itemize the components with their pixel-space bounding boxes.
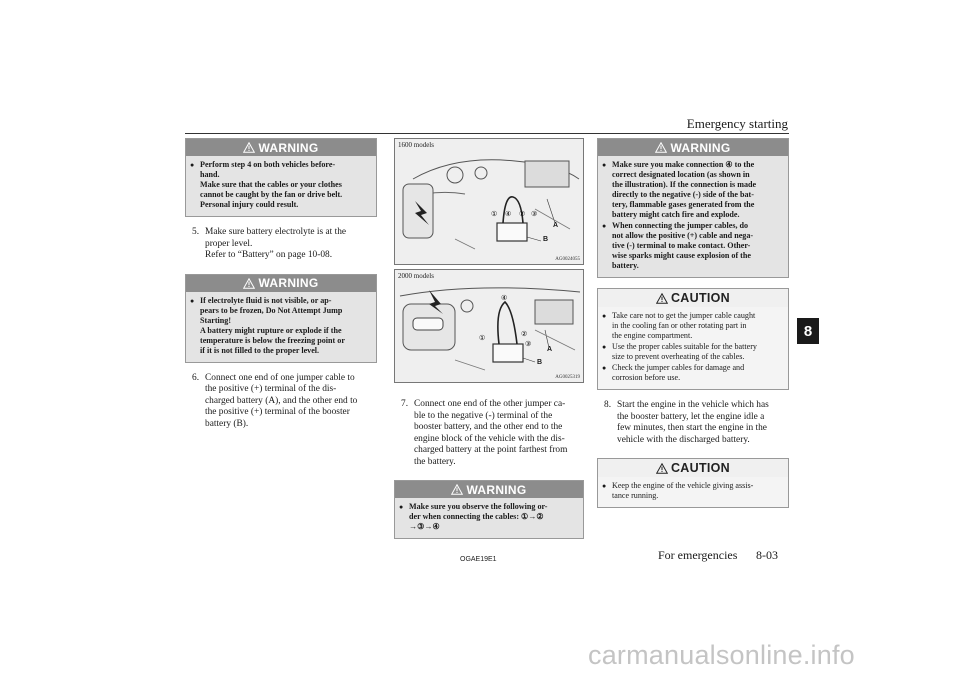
warning-body	[598, 156, 788, 277]
bullet-dot-icon: ●	[399, 503, 404, 511]
step-text: Connect one end of one jumper cable to the positive (+) terminal of the dis- charged battery (A), and the other end to the positive (+) terminal of the booster battery (B).	[205, 372, 358, 429]
engine-bay-illustration	[395, 139, 584, 265]
caution-text: Keep the engine of the vehicle giving assis- tance running.	[612, 481, 754, 500]
column-1	[185, 138, 377, 442]
warning-triangle-icon	[243, 142, 255, 153]
caution-bullet	[602, 342, 782, 362]
svg-text:①: ①	[479, 334, 486, 342]
caution-bullet	[602, 363, 782, 383]
step-8	[604, 400, 789, 446]
warning-header	[395, 481, 583, 498]
svg-text:③: ③	[525, 340, 532, 348]
bullet-dot-icon: ●	[602, 312, 607, 320]
caution-body	[598, 477, 788, 507]
engine-bay-illustration	[395, 270, 584, 383]
warning-triangle-icon	[243, 278, 255, 289]
warning-box	[394, 480, 584, 539]
caution-triangle-icon	[656, 293, 668, 304]
caution-header	[598, 459, 788, 477]
figure-label: 2000 models	[398, 272, 434, 280]
callout-b: B	[543, 236, 549, 243]
callout-b: B	[537, 359, 543, 366]
step-text: Make sure battery electrolyte is at the proper level. Refer to “Battery” on page 10-08.	[205, 227, 347, 260]
caution-bullet	[602, 311, 782, 341]
warning-text: Perform step 4 on both vehicles before- hand. Make sure that the cables or your clothes cannot be caught by the fan or drive belt. Personal injury could result.	[200, 160, 343, 209]
battery-icon	[497, 223, 527, 241]
svg-text:④: ④	[505, 210, 512, 218]
caution-bullet	[602, 481, 782, 501]
footer-page-number: 8-03	[756, 548, 778, 562]
caution-body	[598, 307, 788, 389]
caution-triangle-icon	[656, 463, 668, 474]
svg-text:①: ①	[491, 210, 498, 218]
column-2	[394, 138, 584, 549]
warning-bullet	[190, 296, 370, 356]
warning-text: If electrolyte fluid is not visible, or ap- pears to be frozen, Do Not Attempt Jump Starting! A battery might rupture or explode if the temperature is below the freezing point or if it is not filled to the proper level.	[200, 295, 345, 355]
chapter-tab: 8	[797, 318, 819, 344]
caution-header	[598, 289, 788, 307]
step-text: Start the engine in the vehicle which has the booster battery, let the engine idle a few minutes, then start the engine in the vehicle with the discharged battery.	[617, 400, 769, 445]
watermark-link[interactable]: carmanualsonline.info	[588, 640, 855, 670]
bullet-dot-icon: ●	[190, 296, 195, 305]
step-number: 8.	[604, 400, 612, 410]
engine-bay-figure-1600	[394, 138, 584, 265]
warning-bullet	[399, 502, 577, 532]
warning-header	[186, 139, 376, 156]
step-number: 6.	[192, 372, 200, 383]
warning-body	[395, 498, 583, 538]
step-number: 5.	[192, 227, 200, 237]
warning-bullet	[190, 160, 370, 210]
step-number: 7.	[401, 399, 409, 409]
warning-bullet	[602, 221, 782, 271]
warning-box	[597, 138, 789, 278]
warning-text: Make sure you observe the following or- der when connecting the cables: ①→② →③→④	[409, 502, 548, 531]
figure-label: 1600 models	[398, 141, 434, 149]
warning-label: WARNING	[466, 482, 527, 497]
caution-label: CAUTION	[670, 461, 731, 475]
footer-section: For emergencies	[658, 548, 738, 562]
warning-text: Make sure you make connection ④ to the correct designated location (as shown in the illustration). If the connection is made directly to the negative (-) side of the bat- tery, flammable gases generated from the battery might catch fire and explode.	[612, 160, 757, 219]
svg-text:②: ②	[519, 210, 526, 218]
battery-icon	[493, 344, 523, 362]
column-3	[597, 138, 789, 518]
warning-header	[186, 275, 376, 292]
caution-text: Check the jumper cables for damage and corrosion before use.	[612, 363, 745, 382]
callout-a: A	[553, 222, 559, 229]
warning-label: WARNING	[670, 140, 731, 155]
step-5	[192, 227, 377, 262]
warning-body	[186, 292, 376, 362]
warning-box	[185, 138, 377, 217]
svg-text:③: ③	[531, 210, 538, 218]
caution-box	[597, 458, 789, 508]
running-header-title: Emergency starting	[686, 116, 788, 131]
step-7	[401, 399, 584, 468]
figure-code: AG0025319	[555, 375, 580, 380]
bullet-dot-icon: ●	[602, 482, 607, 490]
svg-text:④: ④	[501, 294, 508, 302]
warning-label: WARNING	[258, 276, 319, 290]
bullet-dot-icon: ●	[602, 364, 607, 372]
warning-bullet	[602, 160, 782, 220]
warning-box	[185, 274, 377, 363]
warning-text: When connecting the jumper cables, do not allow the positive (+) cable and nega- tive (-) terminal to make contact. Other- wise sparks might cause explosion of the battery.	[612, 221, 754, 270]
bullet-dot-icon: ●	[190, 161, 195, 169]
bullet-dot-icon: ●	[602, 222, 607, 230]
warning-triangle-icon	[451, 484, 463, 495]
bullet-dot-icon: ●	[602, 343, 607, 351]
warning-header	[598, 139, 788, 156]
step-6	[192, 373, 377, 431]
caution-text: Use the proper cables suitable for the battery size to prevent overheating of the cables.	[612, 342, 757, 361]
step-text: Connect one end of the other jumper ca- ble to the negative (-) terminal of the booster battery, and the other end to the engine block of the vehicle with the dis- charged battery at the point farthest from the battery.	[414, 399, 568, 467]
caution-text: Take care not to get the jumper cable caught in the cooling fan or other rotating part in the engine compartment.	[612, 311, 756, 340]
warning-label: WARNING	[258, 140, 319, 155]
bullet-dot-icon: ●	[602, 161, 607, 169]
figure-code: AG0024055	[555, 257, 580, 262]
caution-label: CAUTION	[670, 291, 731, 305]
footer-code: OGAE19E1	[460, 556, 497, 563]
svg-text:②: ②	[521, 330, 528, 338]
header-rule	[185, 133, 789, 134]
warning-body	[186, 156, 376, 216]
warning-triangle-icon	[655, 142, 667, 153]
callout-a: A	[547, 346, 553, 353]
caution-box	[597, 288, 789, 390]
engine-bay-figure-2000	[394, 269, 584, 383]
